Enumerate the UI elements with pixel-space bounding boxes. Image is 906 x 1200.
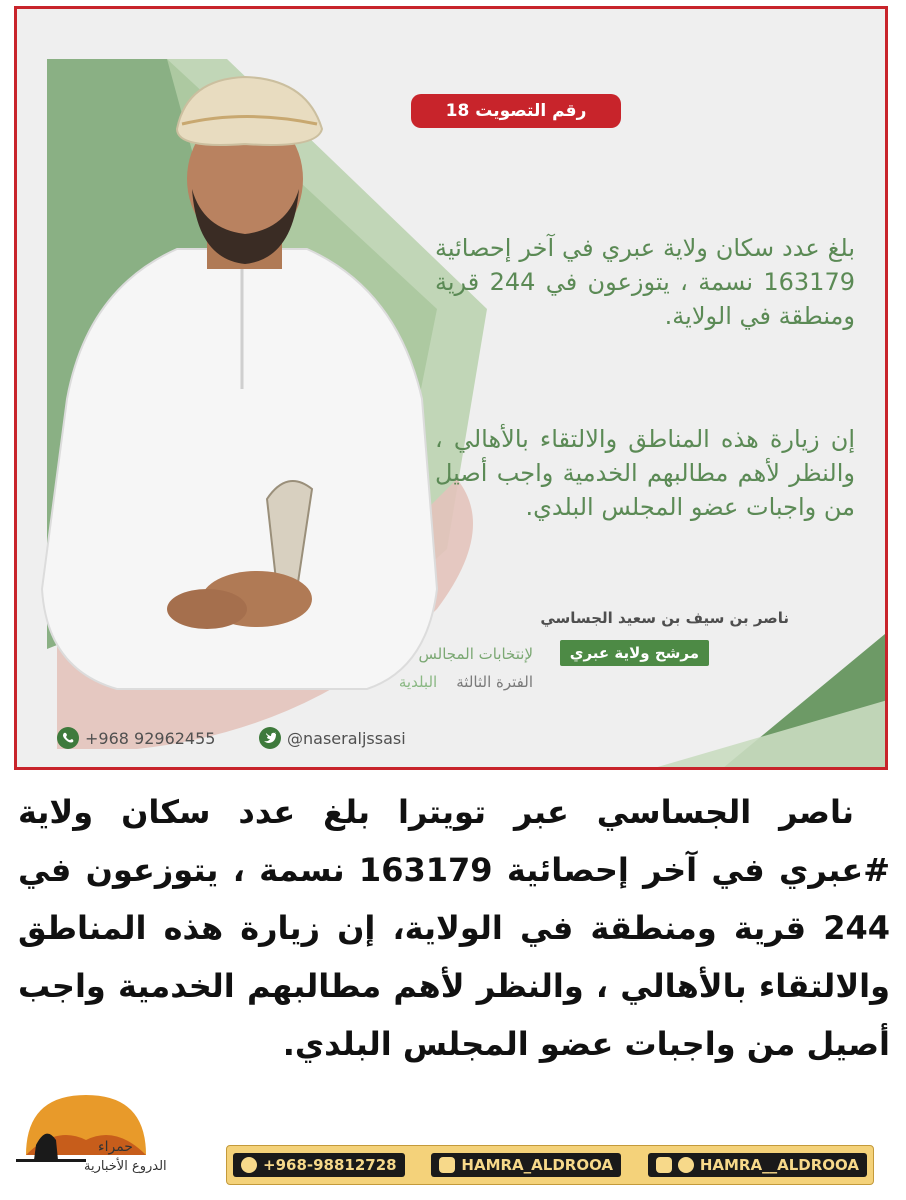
campaign-poster bbox=[14, 6, 888, 770]
snapchat-icon bbox=[439, 1157, 455, 1173]
news-caption bbox=[18, 783, 890, 1073]
municipal-label: البلدية bbox=[398, 673, 438, 691]
phone-icon bbox=[241, 1157, 257, 1173]
footer-snapchat-handle: HAMRA_ALDROOA bbox=[461, 1156, 614, 1174]
footer-snapchat bbox=[431, 1153, 621, 1177]
instagram-icon bbox=[656, 1157, 672, 1173]
poster-twitter bbox=[259, 727, 406, 749]
footer-social bbox=[648, 1153, 867, 1177]
footer-social-handle: HAMRA__ALDROOA bbox=[699, 1156, 859, 1174]
footer-phone-number: +968-98812728 bbox=[263, 1156, 397, 1174]
poster-paragraph-visits: إن زيارة هذه المناطق والالتقاء بالأهالي ، والنظر لأهم مطالبهم الخدمية واجب أصيل من واجبات عضو المجلس البلدي. bbox=[435, 425, 855, 521]
twitter-icon bbox=[678, 1157, 694, 1173]
poster-paragraph-population: بلغ عدد سكان ولاية عبري في آخر إحصائية 163179 نسمة ، يتوزعون في 244 قرية ومنطقة في الولاية. bbox=[435, 234, 855, 330]
poster-twitter-handle: @naseraljssasi bbox=[287, 728, 406, 748]
logo-title: حمراء bbox=[98, 1139, 133, 1155]
candidate-role-badge: مرشح ولاية عبري bbox=[560, 640, 709, 666]
candidate-portrait bbox=[27, 69, 447, 709]
logo-subtitle: الدروع الأخبارية bbox=[84, 1159, 167, 1174]
vote-number-badge: رقم التصويت 18 bbox=[411, 94, 621, 128]
period-label: الفترة الثالثة bbox=[456, 673, 533, 691]
election-label: لإنتخابات المجالس bbox=[418, 645, 533, 663]
footer-phone bbox=[233, 1153, 405, 1177]
election-period bbox=[399, 673, 533, 691]
oman-flag-icon bbox=[862, 804, 890, 824]
caption-text: ناصر الجساسي عبر تويترا بلغ عدد سكان ولاية #عبري في آخر إحصائية 163179 نسمة ، يتوزعون في 244 قرية ومنطقة في الولاية، إن زيارة هذه المناطق والالتقاء بالأهالي ، والنظر لأهم مطالبهم الخدمية واجب أصيل من واجبات عضو المجلس البلدي. bbox=[18, 793, 891, 1063]
poster-phone-number: +968 92962455 bbox=[85, 728, 216, 748]
candidate-name: ناصر بن سيف بن سعيد الجساسي bbox=[540, 609, 789, 627]
footer-contact-bar bbox=[226, 1145, 874, 1185]
poster-phone bbox=[57, 727, 215, 749]
twitter-icon bbox=[259, 727, 281, 749]
whatsapp-icon bbox=[57, 727, 79, 749]
